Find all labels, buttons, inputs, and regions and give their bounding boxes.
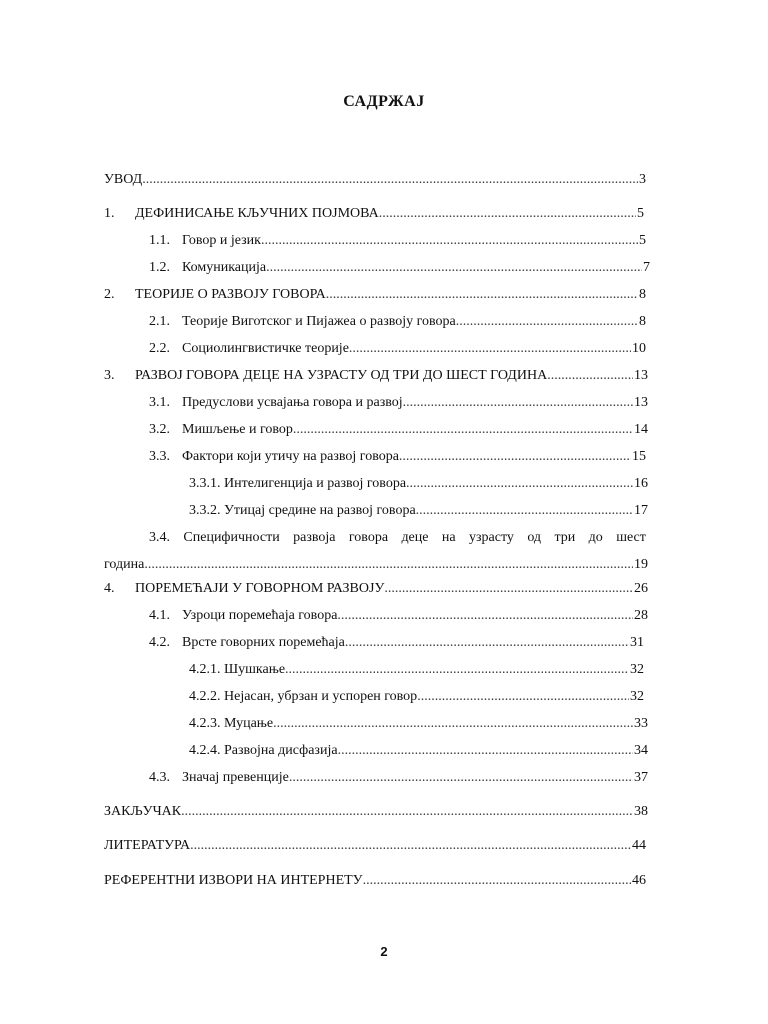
toc-entry-internet-sources[interactable] (104, 873, 646, 891)
toc-entry-number: 2.2. (149, 341, 170, 356)
toc-entry-number: 4.1. (149, 608, 170, 623)
toc-entry-4[interactable] (104, 581, 648, 599)
toc-entry-3-4-line2[interactable] (104, 557, 648, 575)
toc-entry-number: 3.3. (149, 449, 170, 464)
page-number: 2 (380, 944, 388, 959)
toc-entry-text: Предуслови усвајања говора и развој (182, 395, 403, 410)
toc-entry-word: говора (348, 530, 389, 545)
toc-entry-1[interactable] (104, 206, 644, 224)
toc-entry-3-3-2[interactable] (189, 503, 648, 521)
toc-entry-2[interactable] (104, 287, 646, 305)
toc-entry-text: 3.3.2. Утицај средине на развој говора (189, 503, 416, 518)
toc-page-number: 31 (630, 635, 644, 650)
toc-leader-dots (345, 635, 629, 651)
toc-leader-dots (273, 716, 633, 732)
toc-entry-text: 4.2.1. Шушкање (189, 662, 286, 677)
toc-page-number: 37 (634, 770, 648, 785)
toc-entry-word: Специфичности (183, 530, 280, 545)
toc-entry-number: 1.2. (149, 260, 170, 275)
toc-entry-number: 4. (104, 581, 115, 596)
toc-page-number: 32 (630, 662, 644, 677)
toc-entry-text: Теорије Виготског и Пијажеа о развоју говора (182, 314, 456, 329)
toc-leader-dots (349, 341, 631, 357)
toc-entry-text: Фактори који утичу на развој говора (182, 449, 399, 464)
toc-entry-text: ТЕОРИЈЕ О РАЗВОЈУ ГОВОРА (135, 287, 326, 302)
toc-page-number: 8 (639, 314, 646, 329)
toc-entry-number: 3.1. (149, 395, 170, 410)
toc-entry-word: на (441, 530, 456, 545)
toc-leader-dots (293, 422, 633, 438)
page-title: САДРЖАЈ (343, 93, 425, 110)
toc-entry-1-1[interactable] (149, 233, 646, 251)
toc-entry-uvod[interactable] (104, 172, 646, 190)
toc-page-number: 8 (639, 287, 646, 302)
toc-page-number: 32 (630, 689, 644, 704)
toc-entry-text: ПОРЕМЕЋАЈИ У ГОВОРНОМ РАЗВОЈУ (135, 581, 385, 596)
toc-entry-text: УВОД (104, 172, 143, 187)
toc-entry-4-3[interactable] (149, 770, 648, 788)
toc-page-number: 38 (634, 804, 648, 819)
toc-page-number: 7 (643, 260, 650, 275)
toc-entry-3-2[interactable] (149, 422, 648, 440)
toc-entry-zakljucak[interactable] (104, 804, 648, 822)
toc-entry-text: 3.3.1. Интелигенција и развој говора (189, 476, 407, 491)
toc-page-number: 5 (637, 206, 644, 221)
toc-entry-text: ЗАКЉУЧАК (104, 804, 182, 819)
toc-leader-dots (456, 314, 638, 330)
toc-leader-dots (285, 662, 629, 678)
toc-entry-word: шест (616, 530, 646, 545)
toc-leader-dots (406, 476, 633, 492)
toc-entry-number: 1.1. (149, 233, 170, 248)
toc-page-number: 46 (632, 873, 646, 888)
toc-leader-dots (399, 449, 631, 465)
toc-entry-2-2[interactable] (149, 341, 646, 359)
toc-entry-text: РАЗВОЈ ГОВОРА ДЕЦЕ НА УЗРАСТУ ОД ТРИ ДО ШЕСТ ГОДИНА (135, 368, 548, 383)
toc-page-number: 26 (634, 581, 648, 596)
toc-leader-dots (363, 873, 631, 889)
toc-page-number: 16 (634, 476, 648, 491)
toc-leader-dots (384, 581, 633, 597)
toc-entry-1-2[interactable] (149, 260, 650, 278)
toc-entry-4-2-2[interactable] (189, 689, 644, 707)
toc-leader-dots (379, 206, 636, 222)
toc-leader-dots (337, 608, 633, 624)
toc-leader-dots (547, 368, 633, 384)
toc-leader-dots (261, 233, 638, 249)
toc-leader-dots (266, 260, 642, 276)
toc-page-number: 14 (634, 422, 648, 437)
toc-entry-text: Говор и језик (182, 233, 261, 248)
toc-entry-number: 4.2. (149, 635, 170, 650)
toc-entry-text: Значај превенције (182, 770, 289, 785)
toc-leader-dots (142, 172, 638, 188)
toc-entry-text: РЕФЕРЕНТНИ ИЗВОРИ НА ИНТЕРНЕТУ (104, 873, 363, 888)
toc-entry-text: ДЕФИНИСАЊЕ КЉУЧНИХ ПОЈМОВА (135, 206, 379, 221)
toc-entry-number: 2.1. (149, 314, 170, 329)
toc-leader-dots (289, 770, 633, 786)
toc-entry-word: три (554, 530, 576, 545)
toc-entry-4-2-3[interactable] (189, 716, 648, 734)
toc-entry-text: 4.2.2. Нејасан, убрзан и успорен говор (189, 689, 418, 704)
toc-entry-number: 2. (104, 287, 115, 302)
toc-entry-text: ЛИТЕРАТУРА (104, 838, 191, 853)
toc-entry-text: Врсте говорних поремећаја (182, 635, 345, 650)
toc-entry-3[interactable] (104, 368, 648, 386)
toc-entry-4-2-4[interactable] (189, 743, 648, 761)
toc-entry-4-2[interactable] (149, 635, 644, 653)
toc-leader-dots (416, 503, 633, 519)
toc-entry-3-3[interactable] (149, 449, 646, 467)
toc-page-number: 33 (634, 716, 648, 731)
toc-entry-3-3-1[interactable] (189, 476, 648, 494)
toc-leader-dots (403, 395, 633, 411)
toc-entry-number: 4.3. (149, 770, 170, 785)
toc-entry-text: година (104, 557, 145, 572)
toc-page-number: 13 (634, 395, 648, 410)
toc-entry-word: узрасту (469, 530, 514, 545)
toc-leader-dots (190, 838, 631, 854)
toc-entry-3-4-line1[interactable] (149, 530, 646, 546)
toc-entry-number: 3. (104, 368, 115, 383)
toc-leader-dots (144, 557, 633, 573)
toc-page-number: 15 (632, 449, 646, 464)
toc-entry-4-2-1[interactable] (189, 662, 644, 680)
toc-entry-number: 1. (104, 206, 115, 221)
toc-entry-text: Мишљење и говор (182, 422, 293, 437)
toc-entry-word: развоја (293, 530, 336, 545)
toc-entry-3-1[interactable] (149, 395, 648, 413)
toc-entry-text: 4.2.3. Муцање (189, 716, 274, 731)
toc-entry-4-1[interactable] (149, 608, 648, 626)
toc-leader-dots (338, 743, 633, 759)
toc-page-number: 34 (634, 743, 648, 758)
toc-page-number: 13 (634, 368, 648, 383)
toc-leader-dots (417, 689, 629, 705)
toc-page-number: 19 (634, 557, 648, 572)
toc-entry-literatura[interactable] (104, 838, 646, 856)
toc-page-number: 17 (634, 503, 648, 518)
toc-entry-number: 3.2. (149, 422, 170, 437)
toc-page-number: 28 (634, 608, 648, 623)
toc-entry-word: до (588, 530, 603, 545)
toc-entry-text: 4.2.4. Развојна дисфазија (189, 743, 338, 758)
toc-entry-number: 3.4. (149, 530, 170, 545)
toc-entry-text: Комуникација (182, 260, 267, 275)
toc-leader-dots (326, 287, 638, 303)
toc-entry-text: Узроци поремећаја говора (182, 608, 338, 623)
toc-entry-word: деце (401, 530, 429, 545)
toc-entry-word: од (527, 530, 542, 545)
toc-leader-dots (181, 804, 633, 820)
toc-entry-2-1[interactable] (149, 314, 646, 332)
toc-entry-text: Социолингвистичке теорије (182, 341, 349, 356)
toc-page-number: 44 (632, 838, 646, 853)
toc-page-number: 3 (639, 172, 646, 187)
toc-page-number: 5 (639, 233, 646, 248)
toc-page-number: 10 (632, 341, 646, 356)
